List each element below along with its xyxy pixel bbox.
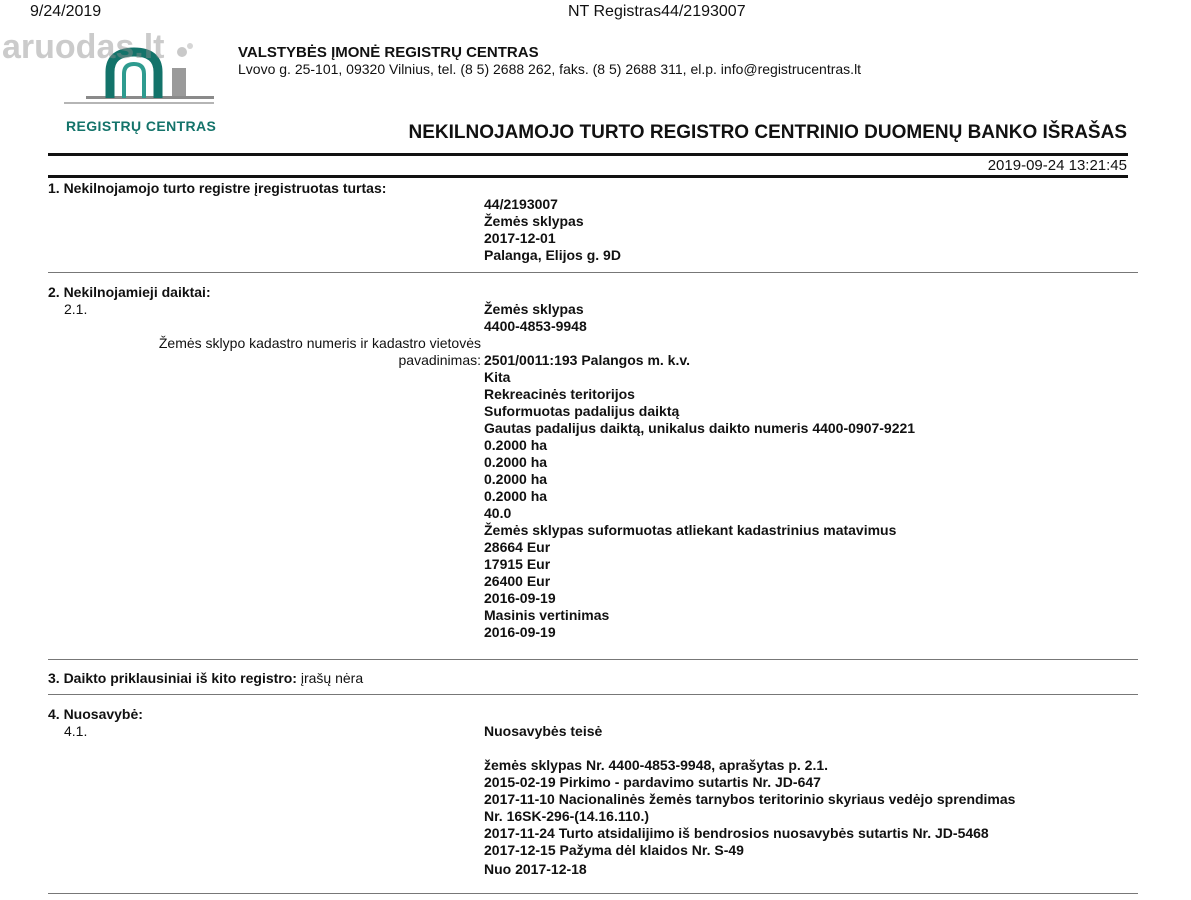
item-number: 4.1. <box>64 723 88 739</box>
field-value: Masinis vertinimas <box>484 607 610 623</box>
organization-name: VALSTYBĖS ĮMONĖ REGISTRŲ CENTRAS <box>238 44 539 61</box>
basis-line: Nr. 16SK-296-(14.16.110.) <box>484 808 649 824</box>
field-value: žemės sklypas Nr. 4400-4853-9948, aprašytas p. 2.1. <box>484 757 829 773</box>
field-value: 40.0 <box>484 505 512 521</box>
field-value: Žemės sklypas <box>484 213 584 229</box>
header-divider <box>48 175 1128 178</box>
section-2-heading: 2. Nekilnojamieji daiktai: <box>48 284 211 300</box>
section-4-heading: 4. Nuosavybė: <box>48 706 143 722</box>
cadastre-label: Žemės sklypo kadastro numeris ir kadastro vietovės pavadinimas: <box>158 335 481 368</box>
field-value: 0.2000 ha <box>484 488 548 504</box>
watermark: aruodas.lt <box>2 28 165 66</box>
field-value: 26400 Eur <box>484 573 551 589</box>
field-value: Žemės sklypas suformuotas atliekant kadastrinius matavimus <box>484 522 897 538</box>
section-3-heading: 3. Daikto priklausiniai iš kito registro: įrašų nėra <box>48 670 364 686</box>
title-divider <box>48 153 1128 156</box>
logo-text: REGISTRŲ CENTRAS <box>66 118 217 134</box>
field-value: 2017-12-01 <box>484 230 556 246</box>
section-3-value: įrašų nėra <box>300 670 364 686</box>
section-divider <box>48 272 1138 273</box>
field-value: 2016-09-19 <box>484 624 556 640</box>
field-value: 17915 Eur <box>484 556 551 572</box>
field-value: 0.2000 ha <box>484 454 548 470</box>
field-value: 28664 Eur <box>484 539 551 555</box>
field-value: 44/2193007 <box>484 196 558 212</box>
field-value: 2016-09-19 <box>484 590 556 606</box>
basis-values <box>484 774 1015 859</box>
basis-line: 2017-11-24 Turto atsidalijimo iš bendrosios nuosavybės sutartis Nr. JD-5468 <box>484 825 989 841</box>
field-value: Gautas padalijus daiktą, unikalus daikto numeris 4400-0907-9221 <box>484 420 916 436</box>
field-value: Nuo 2017-12-18 <box>484 861 587 877</box>
basis-line: 2017-12-15 Pažyma dėl klaidos Nr. S-49 <box>484 842 744 858</box>
section-1-heading: 1. Nekilnojamojo turto registre įregistruotas turtas: <box>48 180 387 196</box>
item-number: 2.1. <box>64 301 88 317</box>
field-value: Suformuotas padalijus daiktą <box>484 403 680 419</box>
document-title: NEKILNOJAMOJO TURTO REGISTRO CENTRINIO DUOMENŲ BANKO IŠRAŠAS <box>408 122 1127 143</box>
field-value: 0.2000 ha <box>484 437 548 453</box>
organization-contacts: Lvovo g. 25-101, 09320 Vilnius, tel. (8 5) 2688 262, faks. (8 5) 2688 311, el.p. info@registrucentras.lt <box>238 61 862 77</box>
print-page-title: NT Registras44/2193007 <box>568 3 746 20</box>
basis-line: 2015-02-19 Pirkimo - pardavimo sutartis Nr. JD-647 <box>484 774 821 790</box>
field-value: Kita <box>484 369 511 385</box>
field-value: 0.2000 ha <box>484 471 548 487</box>
section-divider <box>48 659 1138 660</box>
basis-line: 2017-11-10 Nacionalinės žemės tarnybos teritorinio skyriaus vedėjo sprendimas <box>484 791 1016 807</box>
section-divider <box>48 893 1138 894</box>
field-value: 4400-4853-9948 <box>484 318 587 334</box>
section-divider <box>48 694 1138 695</box>
item-title: Žemės sklypas <box>484 301 584 317</box>
cadastre-value: 2501/0011:193 Palangos m. k.v. <box>484 352 690 368</box>
item-title: Nuosavybės teisė <box>484 723 603 739</box>
field-value: Palanga, Elijos g. 9D <box>484 247 621 263</box>
field-value: Rekreacinės teritorijos <box>484 386 635 402</box>
print-date: 9/24/2019 <box>30 3 102 20</box>
extract-timestamp: 2019-09-24 13:21:45 <box>987 157 1127 174</box>
